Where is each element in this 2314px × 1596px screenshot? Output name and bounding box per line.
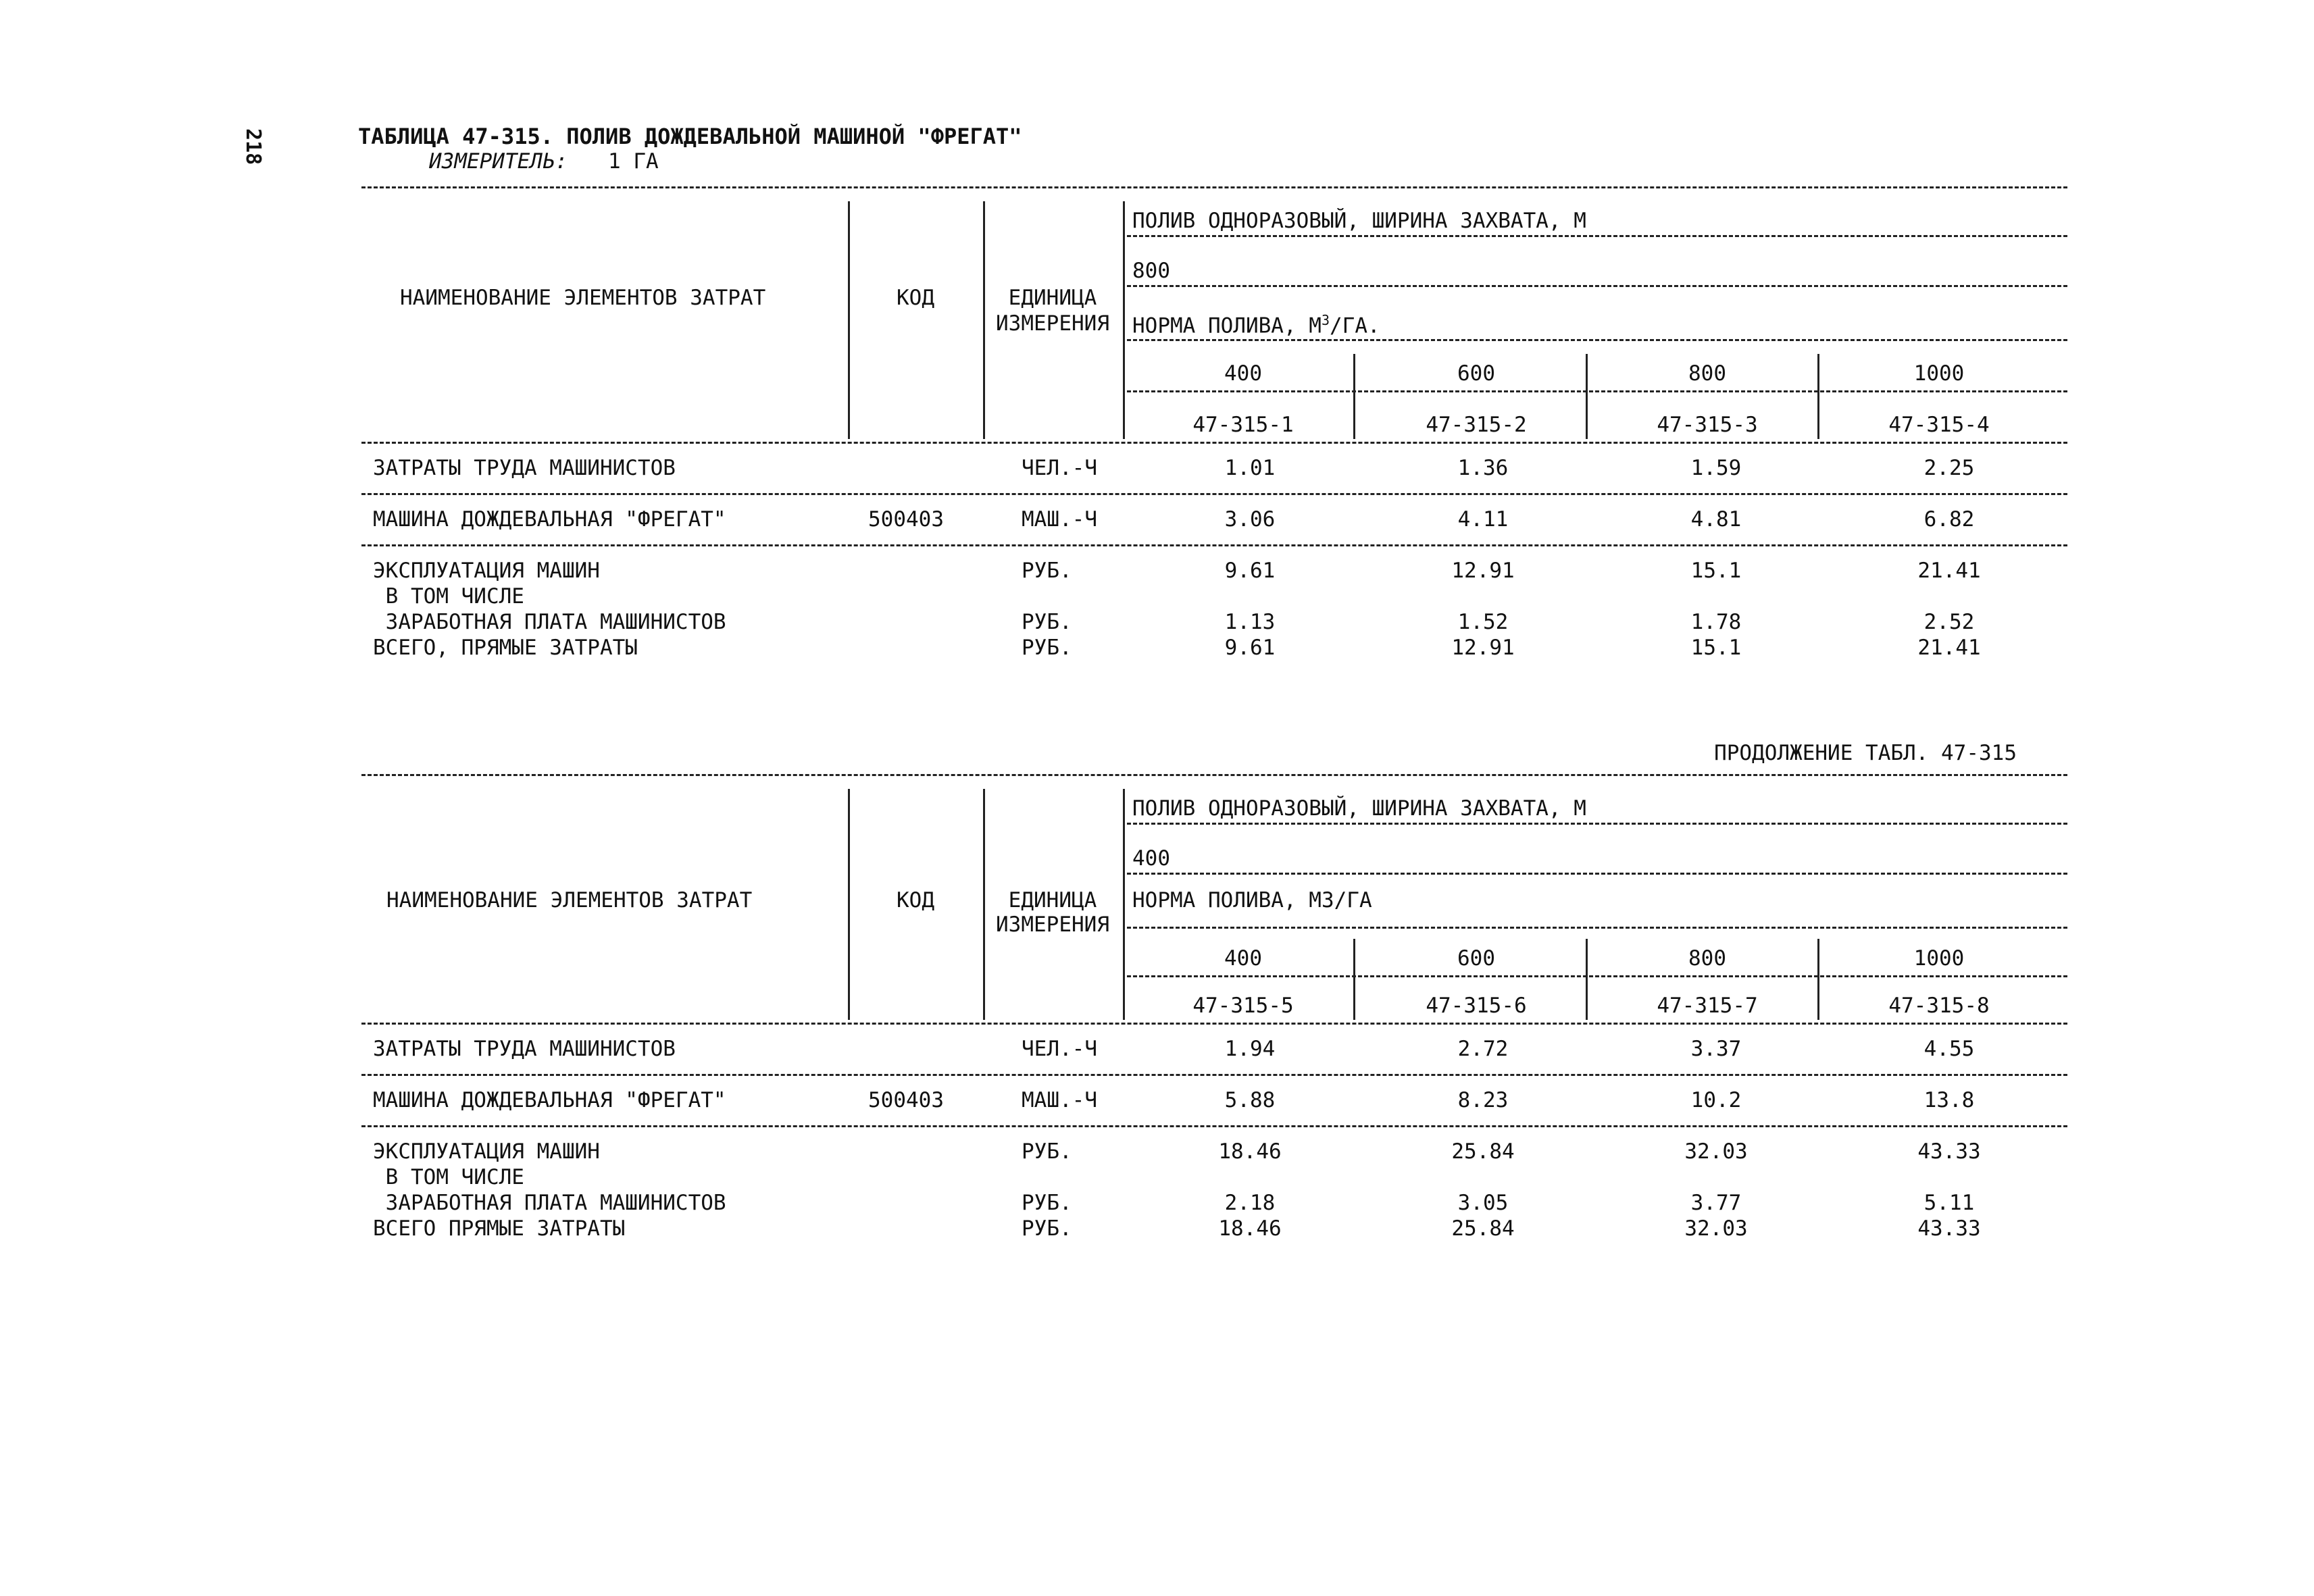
header-unit-col: ЕДИНИЦА [1008,888,1097,912]
header-norm-2: 600 [1457,361,1495,386]
header-code-col: КОД [897,888,934,912]
header-norm-4: 1000 [1913,361,1965,386]
header-code-col: КОД [897,286,934,310]
header-norm-1: 400 [1224,946,1262,971]
header-norm: НОРМА ПОЛИВА, $М^3/ГА$. [1132,312,1380,338]
header-code-4: 47-315-8 [1888,994,1990,1018]
header-code-2: 47-315-6 [1426,994,1527,1018]
page-number: 218 [241,128,265,165]
header-name-col: НАИМЕНОВАНИЕ ЭЛЕМЕНТОВ ЗАТРАТ [386,888,753,912]
header-code-1: 47-315-1 [1192,413,1294,437]
meter-label: ИЗМЕРИТЕЛЬ: [429,149,568,174]
table-title: ТАБЛИЦА 47-315. ПОЛИВ ДОЖДЕВАЛЬНОЙ МАШИНОЙ "ФРЕГАТ" [358,124,1022,149]
meter-value: 1 ГА [608,149,659,174]
header-code-1: 47-315-5 [1192,994,1294,1018]
header-group: ПОЛИВ ОДНОРАЗОВЫЙ, ШИРИНА ЗАХВАТА, М [1132,209,1586,233]
header-unit-col: ЕДИНИЦА [1008,286,1097,310]
header-unit-col-line2: ИЗМЕРЕНИЯ [996,912,1109,937]
header-norm-1: 400 [1224,361,1262,386]
header-norm-2: 600 [1457,946,1495,971]
header-code-4: 47-315-4 [1888,413,1990,437]
header-norm-4: 1000 [1913,946,1965,971]
header-name-col: НАИМЕНОВАНИЕ ЭЛЕМЕНТОВ ЗАТРАТ [400,286,766,310]
header-norm: НОРМА ПОЛИВА, М3/ГА [1132,888,1372,912]
table-1: НАИМЕНОВАНИЕ ЭЛЕМЕНТОВ ЗАТРАТ КОД ЕДИНИЦА ИЗМЕРЕНИЯ ПОЛИВ ОДНОРАЗОВЫЙ, ШИРИНА ЗАХВАТА, М 800 НОРМА ПОЛИВА, $М^3/ГА$. 400 600 800 1000 47-315-1 47-315-2 47-315-3 47-315-4 ЗАТРАТЫ ТРУДА МАШИНИСТОВ ЧЕЛ.-Ч 1.01 1.36 1.59 2.25 МАШИНА ДОЖДЕВАЛЬНАЯ "ФРЕГАТ" 500403 МАШ.-Ч 3.06 4.11 4.81 6.82 ЭКСПЛУАТАЦИЯ МАШИН РУБ. 9.61 12.91 15.1 21.41 В ТОМ ЧИСЛЕ ЗАРАБОТНАЯ ПЛАТА МАШИНИСТОВ РУБ. 1.13 1.52 1.78 2.52 ВСЕГО, ПРЯМЫЕ ЗАТРАТЫ РУБ. 9.61 12.91 15.1 21.41 [0,186,2314,673]
header-width: 800 [1132,259,1170,283]
header-norm-3: 800 [1688,361,1726,386]
header-norm-3: 800 [1688,946,1726,971]
header-group: ПОЛИВ ОДНОРАЗОВЫЙ, ШИРИНА ЗАХВАТА, М [1132,796,1586,821]
header-code-3: 47-315-3 [1657,413,1758,437]
table-2: НАИМЕНОВАНИЕ ЭЛЕМЕНТОВ ЗАТРАТ КОД ЕДИНИЦА ИЗМЕРЕНИЯ ПОЛИВ ОДНОРАЗОВЫЙ, ШИРИНА ЗАХВАТА, М 400 НОРМА ПОЛИВА, М3/ГА 400 600 800 1000 47-315-5 47-315-6 47-315-7 47-315-8 ЗАТРАТЫ ТРУДА МАШИНИСТОВ ЧЕЛ.-Ч 1.94 2.72 3.37 4.55 МАШИНА ДОЖДЕВАЛЬНАЯ "ФРЕГАТ" 500403 МАШ.-Ч 5.88 8.23 10.2 13.8 ЭКСПЛУАТАЦИЯ МАШИН РУБ. 18.46 25.84 32.03 43.33 В ТОМ ЧИСЛЕ ЗАРАБОТНАЯ ПЛАТА МАШИНИСТОВ РУБ. 2.18 3.05 3.77 5.11 ВСЕГО ПРЯМЫЕ ЗАТРАТЫ РУБ. 18.46 25.84 32.03 43.33 [0,774,2314,1260]
header-unit-col-line2: ИЗМЕРЕНИЯ [996,311,1109,336]
continuation-label: ПРОДОЛЖЕНИЕ ТАБЛ. 47-315 [1714,741,2017,765]
header-code-3: 47-315-7 [1657,994,1758,1018]
header-code-2: 47-315-2 [1426,413,1527,437]
header-width: 400 [1132,846,1170,871]
